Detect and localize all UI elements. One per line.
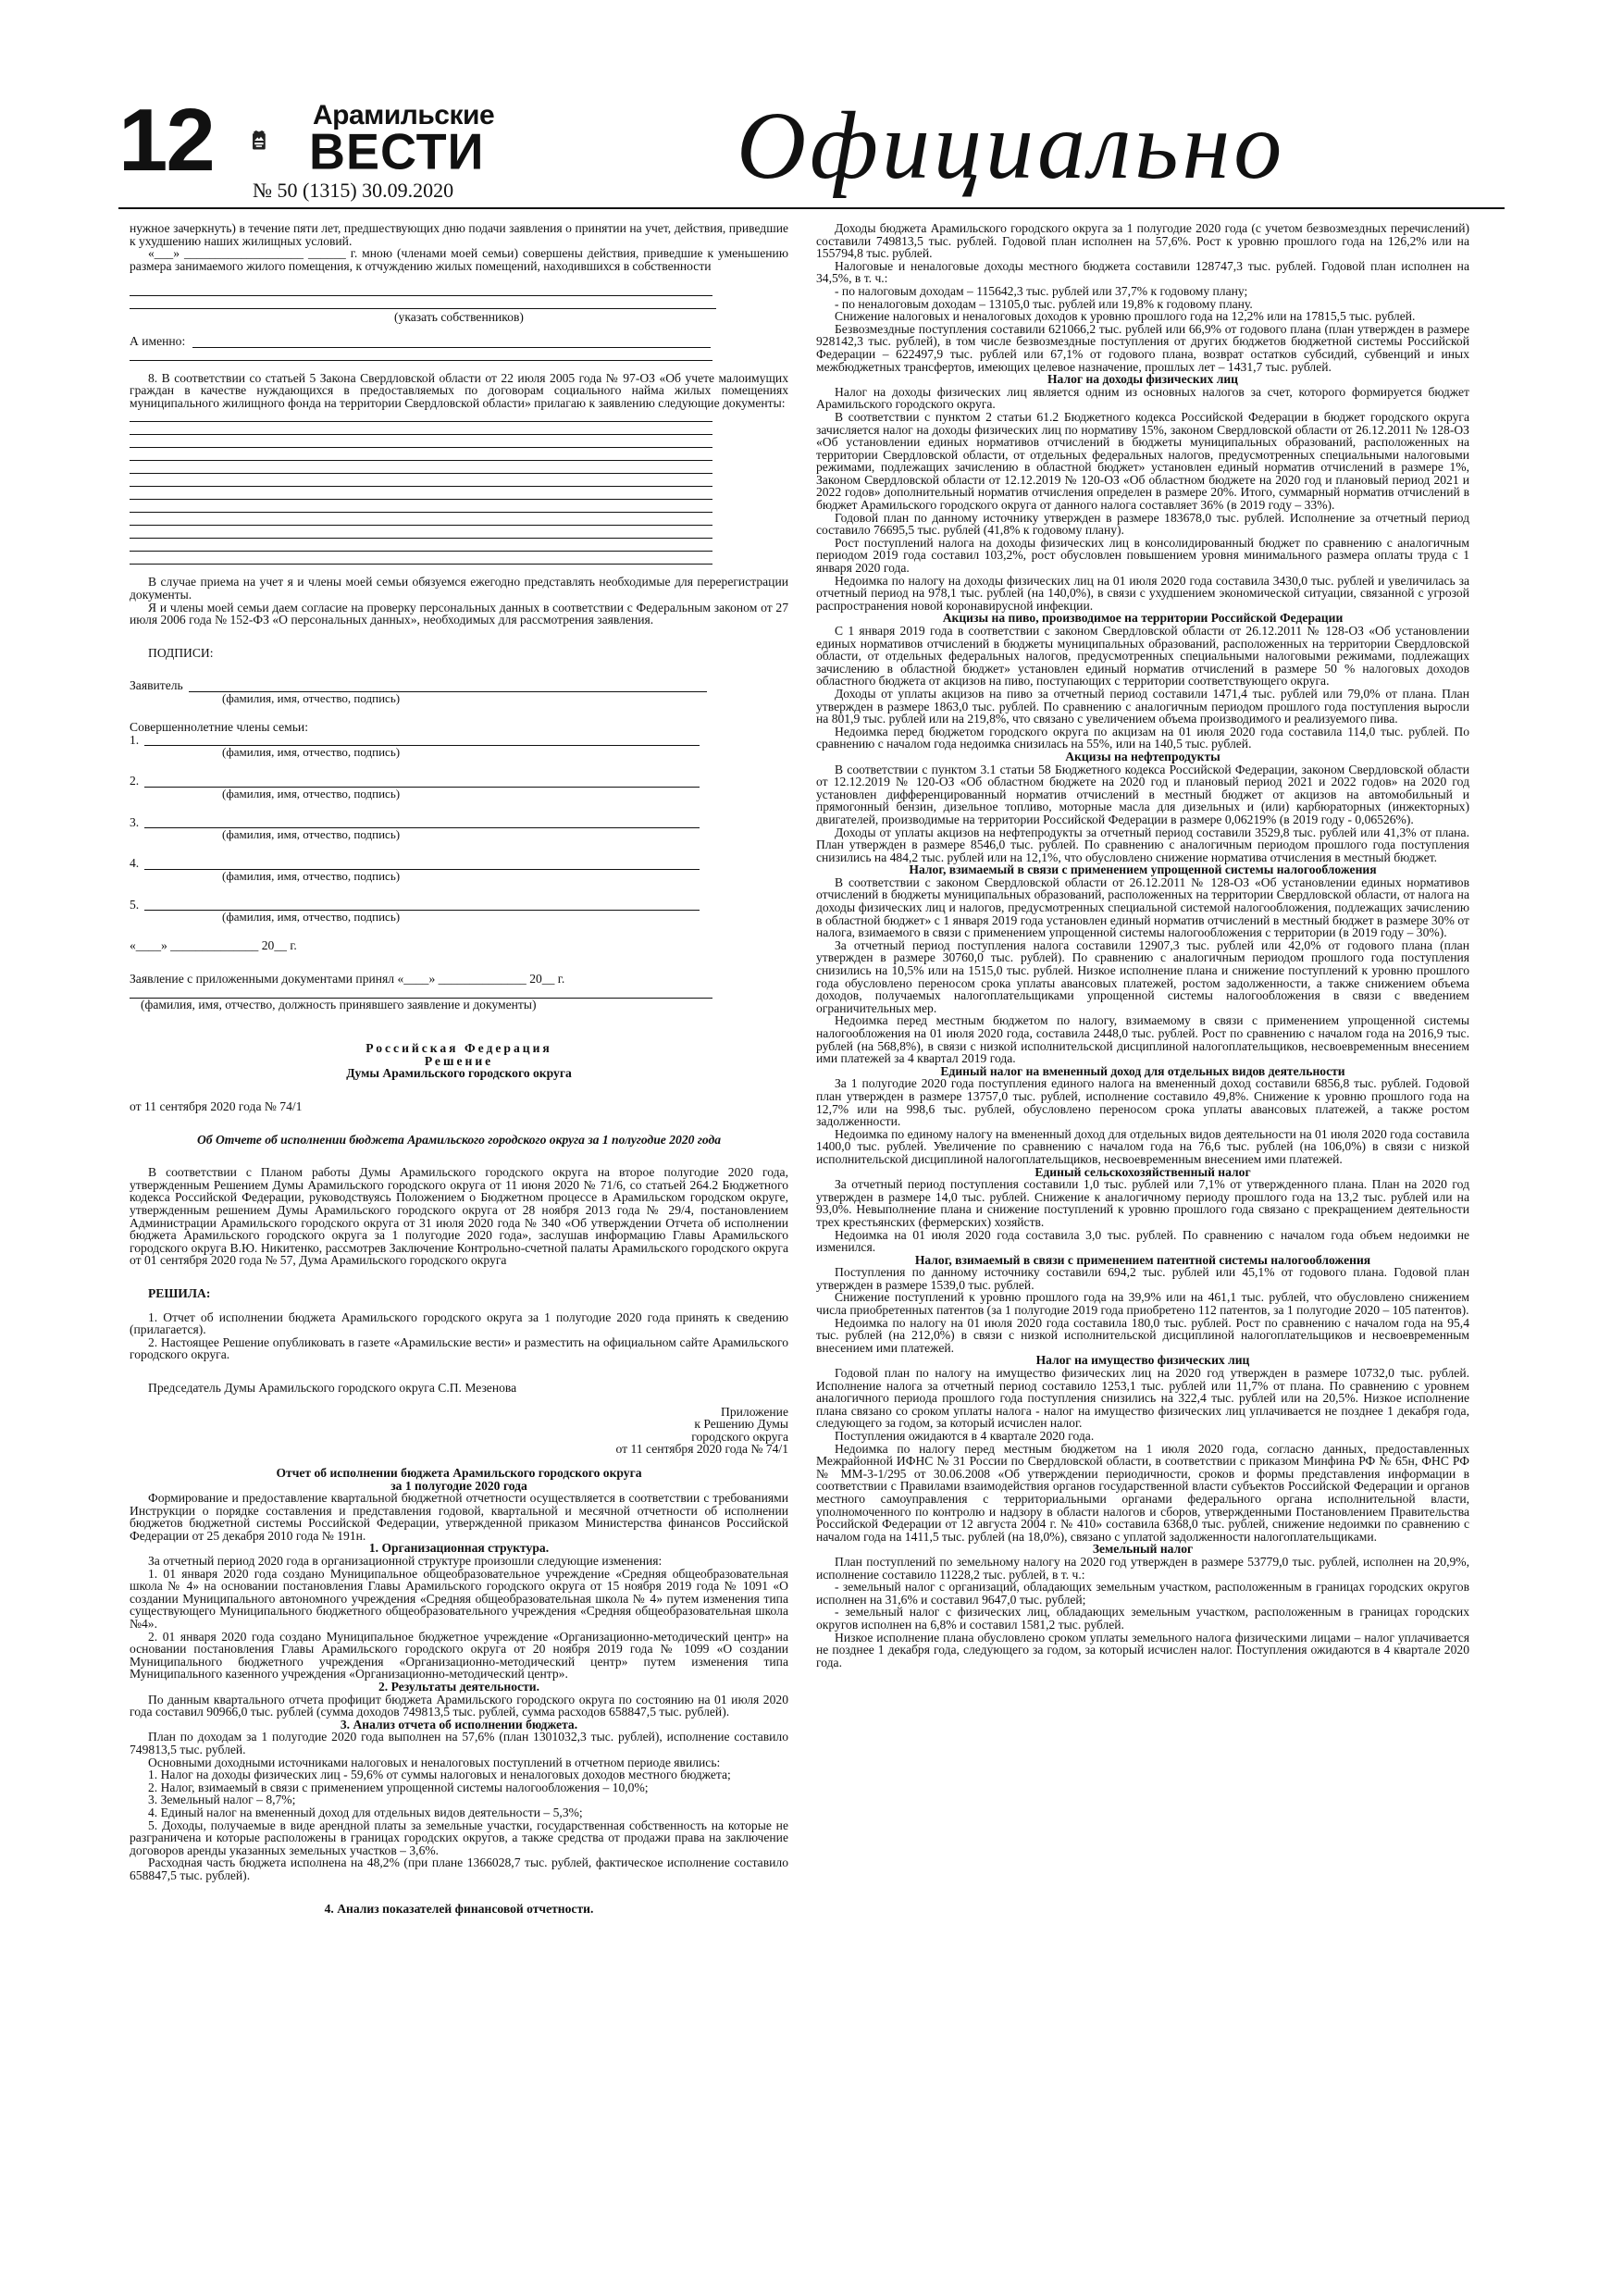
decision-heading: Решение: [424, 1053, 494, 1068]
adults-label: Совершеннолетние члены семьи:: [130, 719, 308, 734]
section-heading: 3. Анализ отчета об исполнении бюджета.: [340, 1717, 578, 1731]
paragraph: 1. 01 января 2020 года создано Муниципальное общеобразовательное учреждение «Средняя общеобразовательная школа № 4» на основании постановления Главы Арамильского городского округа от 15 ноября 2019 года № 1091 «О создании Муниципального автономного учреждения «Средняя общеобразовательная школа № 4» путем изменения типа существующего Муниципального бюджетного общеобразовательного учреждения «Средняя общеобразовательная школа №4».: [130, 1566, 788, 1632]
paragraph: Недоимка по налогу перед местным бюджетом на 1 июля 2020 года, согласно данных, предоставленных Межрайонной ИФНС № 31 России по Свердловской области, в соответствии с приказом Минфина РФ № 65н, ФНС РФ № ММ-3-1/295 от 30.06.2008 «Об утверждении периодичности, сроков и формы представления информации в соответствии с Правилами взаимодействия органов государственной власти субъектов Российской Федерации и органов местного самоуправления с территориальными органами федерального органа исполнительной власти, уполномоченного по контролю и надзору в области налогов и сборов, утвержденными Постановлением Правительства Российской Федерации от 12 августа 2004 г. № 410» составила 6368,0 тыс. рублей, снижение недоимки по сравнению с началом года на 1411,5 тыс. рублей (на 18,0%), связано с уплатой задолженности налогоплательщиками.: [816, 1441, 1469, 1544]
paragraph: Рост поступлений налога на доходы физических лиц в консолидированный бюджет по сравнению с аналогичным периодом 2019 года составил 103,2%, рост обусловлен повышением уровня минимального размера оплаты труда с 1 января 2020 года.: [816, 535, 1469, 576]
section-heading: Налог, взимаемый в связи с применением упрощенной системы налогообложения: [909, 863, 1377, 877]
item-number: 5.: [130, 897, 140, 912]
blank-line: [130, 435, 712, 448]
blank-line: [130, 526, 712, 539]
issue-number: № 50 (1315) 30.09.2020: [253, 179, 454, 202]
paragraph: Доходы от уплаты акцизов на нефтепродукты за отчетный период составили 3529,8 тыс. рублей или 41,3% от плана. План утвержден в размере 8546,0 тыс. рублей. По сравнению с аналогичным периодом прошлого года поступления снизились на 484,2 тыс. рублей или на 12,1%, что обусловлено снижение норматива отчисления в местный бюджет.: [816, 825, 1469, 864]
paragraph: Я и члены моей семьи даем согласие на проверку персональных данных в соответствии с Федеральным законом от 27 июля 2006 года № 152-ФЗ «О персональных данных», необходимых для рассмотрения заявления.: [130, 600, 788, 627]
paragraph: Недоимка на 01 июля 2020 года составила 3,0 тыс. рублей. По сравнению с началом года объем недоимки не изменился.: [816, 1227, 1469, 1255]
blank-line: [130, 487, 712, 500]
chairman-signature: Председатель Думы Арамильского городского округа С.П. Мезенова: [148, 1380, 517, 1395]
fio-caption: (фамилия, имя, отчество, подпись): [222, 786, 401, 800]
blank-line: [130, 539, 712, 552]
blank-line: [130, 461, 712, 474]
paragraph: Налоговые и неналоговые доходы местного бюджета составили 128747,3 тыс. рублей. Годовой план исполнен на 34,5%, в т. ч.:: [816, 258, 1469, 286]
resolved-heading: РЕШИЛА:: [148, 1285, 211, 1300]
paragraph: Годовой план по налогу на имущество физических лиц на 2020 год утвержден в размере 10732,0 тыс. рублей. Исполнение налога за отчетный период составило 1253,1 тыс. рублей или 11,7% от плана. По сравнению с уровнем аналогичного периода прошлого года поступления снизились на 322,4 тыс. рублей или на 20,5%. Низкое исполнение плана связано со сроком уплаты налога - налог на имущество физических лиц уплачивается не позднее 1 декабря года, следующего за годом, за который исчислен налог.: [816, 1366, 1469, 1431]
section-heading: Налог на доходы физических лиц: [1047, 372, 1238, 387]
caption: (указать собственников): [394, 310, 524, 325]
paragraph: Формирование и предоставление квартальной бюджетной отчетности осуществляется в соответствии с требованиями Инструкции о порядке составления и представления годовой, квартальной и месячной отчетности об исполнении бюджетов бюджетной системы Российской Федерации, утвержденной приказом Министерства финансов Российской Федерации от 25 декабря 2010 года № 191н.: [130, 1491, 788, 1543]
blank-line: [130, 500, 712, 513]
paragraph: «___» ___________________ ______ г. мною (членами моей семьи) совершены действия, приведшие к уменьшению размера занимаемого жилого помещения, к отчуждению жилых помещений, находившихся в собственности: [130, 246, 788, 273]
paragraph: Доходы бюджета Арамильского городского округа за 1 полугодие 2020 года (с учетом безвозмездных перечислений) составили 749813,5 тыс. рублей. Годовой план исполнен на 57,6%. Рост к уровню прошлого года на 126,2% или на 155794,8 тыс. рублей.: [816, 221, 1469, 261]
accepted-line: Заявление с приложенными документами принял «____» ______________ 20__ г.: [130, 972, 565, 987]
appendix-line: к Решению Думы: [694, 1417, 788, 1432]
item-number: 4.: [130, 856, 140, 871]
paragraph: 2. 01 января 2020 года создано Муниципальное бюджетное учреждение «Организационно-методический центр» на основании постановления Главы Арамильского городского округа от 20 ноября 2019 года № 1099 «О создании Муниципального бюджетного учреждения «Организационно-методический центр» путем изменения типа Муниципального казенного учреждения «Организационно-методический центр».: [130, 1629, 788, 1682]
paragraph: Безвозмездные поступления составили 621066,2 тыс. рублей или 66,9% от годового плана (план утвержден в размере 928142,3 тыс. рублей), в том числе безвозмездные поступления от других бюджетов бюджетной системы Российской Федерации – 622497,9 тыс. рублей или 67,1% от годового плана, возврат остатков субсидий, субвенций и иных межбюджетных трансфертов, имеющих целевое назначение, прошлых лет – 1431,7 тыс. рублей.: [816, 321, 1469, 374]
paragraph: По данным квартального отчета профицит бюджета Арамильского городского округа по состоянию на 01 июля 2020 года составил 90966,0 тыс. рублей (сумма доходов 749813,5 тыс. рублей, сумма расходов 658847,5 тыс. рублей).: [130, 1692, 788, 1719]
paragraph: 1. Отчет об исполнении бюджета Арамильского городского округа за 1 полугодие 2020 года принять к сведению (прилагается).: [130, 1309, 788, 1337]
paragraph: Расходная часть бюджета исполнена на 48,2% (при плане 1366028,7 тыс. рублей, фактическое исполнение составило 658847,5 тыс. рублей).: [130, 1855, 788, 1882]
paragraph: 5. Доходы, получаемые в виде арендной платы за земельные участки, государственная собственность на которые не разграничена и которые расположены в границах городских округов, а также средства от продажи права на заключение договоров аренды указанных земельных участков – 3,6%.: [130, 1818, 788, 1857]
right-column: [816, 222, 1469, 1669]
report-title: Отчет об исполнении бюджета Арамильского городского округа: [276, 1465, 642, 1480]
header-rule: [118, 207, 1505, 209]
blank-line: [130, 552, 712, 565]
paragraph: 4. Единый налог на вмененный доход для отдельных видов деятельности – 5,3%;: [148, 1805, 583, 1819]
blank-line: [130, 474, 712, 487]
blank-line: [130, 409, 712, 422]
paragraph: План поступлений по земельному налогу на 2020 год утвержден в размере 53779,0 тыс. рублей, исполнен на 20,9%, исполнение составило 11228,2 тыс. рублей, в т. ч.:: [816, 1554, 1469, 1582]
coat-of-arms-icon: [252, 102, 307, 180]
paragraph: Недоимка перед местным бюджетом по налогу, взимаемому в связи с применением упрощенной системы налогообложения на 01 июля 2020 года, составила 2448,0 тыс. рублей. Рост по сравнению с началом года на 2016,9 тыс. рублей (на 568,8%), в связи с низкой исполнительской дисциплиной налогоплательщиков, несвоевременным внесением ими платежей за 4 квартал 2019 года.: [816, 1013, 1469, 1066]
section-heading: Единый налог на вмененный доход для отдельных видов деятельности: [940, 1063, 1345, 1078]
paragraph: 2. Налог, взимаемый в связи с применением упрощенной системы налогообложения – 10,0%;: [148, 1780, 649, 1794]
section-heading: 1. Организационная структура.: [368, 1541, 550, 1556]
paragraph: - по неналоговым доходам – 13105,0 тыс. рублей или 19,8% к годовому плану.: [835, 296, 1253, 311]
section-heading: Земельный налог: [1092, 1542, 1194, 1557]
fio-caption: (фамилия, имя, отчество, подпись): [222, 868, 401, 883]
paragraph: С 1 января 2019 года в соответствии с законом Свердловской области от 26.12.2011 № 128-ОЗ «Об установлении единых нормативов отчислений в бюджеты муниципальных образований, расположенных на территории Свердловской области, от отдельных федеральных налогов, предусмотренных специальными налоговыми режимами, подлежащих зачислению в областной бюджет» установлен единый норматив отчислений в размере 50 % налоговых доходов областного бюджета от акцизов на пиво, поступающих с территории соответствующего округа.: [816, 624, 1469, 689]
fio-caption: (фамилия, имя, отчество, подпись): [222, 827, 401, 842]
paragraph: За отчетный период поступления налога составили 12907,3 тыс. рублей или 42,0% от годового плана (план утвержден в размере 30760,0 тыс. рублей). По сравнению с аналогичным периодом прошлого года поступления снизились на 10,5% или на 1515,0 тыс. рублей. Низкое исполнение плана и снижение поступлений к уровню прошлого года обусловлено переносом срока уплаты авансовых платежей, ростом задолженности, а также снижением объема доходов, получаемых налогоплательщиками упрощенной системы налогообложения в связи с введением ограничительных мер.: [816, 937, 1469, 1015]
paragraph: Снижение налоговых и неналоговых доходов к уровню прошлого года на 12,2% или на 17815,5 тыс. рублей.: [835, 309, 1416, 324]
blank-line: [130, 513, 712, 526]
blank-line: [130, 296, 716, 309]
paragraph: 1. Налог на доходы физических лиц - 59,6% от суммы налоговых и неналоговых доходов местного бюджета;: [148, 1768, 731, 1782]
blank-line: [130, 422, 712, 435]
paragraph: 2. Настоящее Решение опубликовать в газете «Арамильские вести» и разместить на официальном сайте Арамильского городского округа.: [130, 1334, 788, 1362]
appendix-line: от 11 сентября 2020 года № 74/1: [615, 1442, 788, 1457]
section-title: Официально: [737, 93, 1286, 199]
page-number: 12: [118, 91, 214, 190]
left-column: [130, 222, 788, 1915]
paragraph: За отчетный период поступления составили 1,0 тыс. рублей или 7,1% от утвержденного плана. План на 2020 год утвержден в размере 14,0 тыс. рублей. Снижение к аналогичному периоду прошлого года на 13,2 тыс. рублей или на 93,0%. Невыполнение плана и снижение поступлений к уровню прошлого года связано с прекращением деятельности трех крестьянских (фермерских) хозяйств.: [816, 1177, 1469, 1229]
appendix-line: Приложение: [721, 1404, 788, 1419]
appendix-line: городского округа: [691, 1429, 788, 1444]
applicant-label: Заявитель: [130, 678, 183, 693]
report-subtitle: за 1 полугодие 2020 года: [390, 1478, 527, 1493]
section-heading: Налог на имущество физических лиц: [1035, 1353, 1250, 1368]
blank-line: [192, 337, 711, 348]
signatures-heading: ПОДПИСИ:: [148, 645, 214, 660]
section-heading: 2. Результаты деятельности.: [378, 1680, 540, 1694]
paragraph: 8. В соответствии со статьей 5 Закона Свердловской области от 22 июля 2005 года № 97-ОЗ «Об учете малоимущих граждан в качестве нуждающихся в предоставляемых по договорам социального найма жилых помещениях муниципального жилищного фонда на территории Свердловской области» прилагаю к заявлению следующие документы:: [130, 370, 788, 410]
paragraph: За 1 полугодие 2020 года поступления единого налога на вмененный доход составили 6856,8 тыс. рублей. Годовой план утвержден в размере 13757,0 тыс. рублей, исполнение составило 49,8%. Снижение к уровню прошлого года на 12,7% или на 998,6 тыс. рублей, обусловлено переносом срока уплаты авансовых платежей, а также ростом задолженности.: [816, 1076, 1469, 1129]
paragraph: За отчетный период 2020 года в организационной структуре произошли следующие изменения:: [148, 1554, 663, 1569]
paragraph: В соответствии с Планом работы Думы Арамильского городского округа на второе полугодие 2020 года, утвержденным Решением Думы Арамильского городского округа от 11 июня 2020 № 71/6, со статьей 264.2 Бюджетного кодекса Российской Федерации, руководствуясь Положением о Бюджетном процессе в Арамильском городском округе, утвержденным решением Думы Арамильского городского округа от 28 ноября 2013 года № 29/4, постановлением Администрации Арамильского городского округа от 31 июля 2020 года № 340 «Об утверждении Отчета об исполнении бюджета Арамильского городского округа за 1 полугодие 2020 года», заслушав информацию Главы Арамильского городского округа В.Ю. Никитенко, рассмотрев Заключение Контрольно-счетной палаты Арамильского городского округа от 01 сентября 2020 года № 57, Дума Арамильского городского округа: [130, 1165, 788, 1268]
paragraph: В соответствии с законом Свердловской области от 26.12.2011 № 128-ОЗ «Об установлении единых нормативов отчислений в бюджеты муниципальных образований, расположенных на территории Свердловской области, от налога на доходы физических лиц и налогов, предусмотренных специальной системой налогообложения, подлежащих зачислению в областной бюджет» с 1 января 2019 года установлен единый норматив отчислений в местный бюджет в размере 30% от налога, взимаемого в связи с применением упрощенной системы налогообложения с территории (в 2019 году – 30%).: [816, 875, 1469, 940]
brand-small: Арамильские: [313, 100, 495, 130]
section-heading: Акцизы на нефтепродукты: [1065, 749, 1220, 763]
accepted-caption: (фамилия, имя, отчество, должность принявшего заявление и документы): [141, 997, 537, 1011]
paragraph: Основными доходными источниками налоговых и неналоговых поступлений в отчетном периоде явились:: [148, 1755, 721, 1769]
blank-line: [130, 348, 712, 361]
date-line: «____» ______________ 20__ г.: [130, 938, 297, 953]
paragraph: В случае приема на учет я и члены моей семьи обязуемся ежегодно представлять необходимые для перерегистрации документы.: [130, 575, 788, 602]
paragraph: Доходы от уплаты акцизов на пиво за отчетный период составили 1471,4 тыс. рублей или 79,0% от плана. План утвержден в размере 1863,0 тыс. рублей. По сравнению с аналогичным периодом прошлого года поступления выросли на 801,9 тыс. рублей или на 219,8%, что связано с увеличением объема производимого и реализуемого пива.: [816, 686, 1469, 726]
section-heading: Единый сельскохозяйственный налог: [1035, 1164, 1251, 1179]
paragraph: Поступления по данному источнику составили 694,2 тыс. рублей или 45,1% от годового плана. Годовой план утвержден в размере 1539,0 тыс. рублей.: [816, 1265, 1469, 1292]
section-heading: Налог, взимаемый в связи с применением патентной системы налогообложения: [914, 1252, 1371, 1267]
paragraph: нужное зачеркнуть) в течение пяти лет, предшествующих дню подачи заявления о принятии на учет, действия, приведшие к ухудшению наших жилищных условий.: [130, 221, 788, 248]
paragraph: 3. Земельный налог – 8,7%;: [148, 1793, 296, 1807]
rf-heading: Российская Федерация: [365, 1041, 552, 1056]
paragraph: В соответствии с пунктом 2 статьи 61.2 Бюджетного кодекса Российской Федерации в бюджет городского округа зачисляется налог на доходы физических лиц по нормативу 15%, законом Свердловской области от 26.12.2011 № 128-ОЗ «Об установлении единых нормативов отчислений в бюджеты муниципальных образований, расположенных на территории Свердловской области, от отдельных федеральных налогов, предусмотренных специальными налоговыми режимами, подлежащих зачислению в областной бюджет» установлен единый норматив отчислений в размере 1%, Законом Свердловской области от 12.12.2019 № 120-ОЗ «Об областном бюджете на 2020 год и плановый период 2021 и 2022 годов» дополнительный норматив отчисления определен в размере 20%. Итого, суммарный норматив отчислений в бюджет Арамильского городского округа от данного налога составляет 36% (в 2019 году – 33%).: [816, 409, 1469, 513]
paragraph: Недоимка по единому налогу на вмененный доход для отдельных видов деятельности на 01 июля 2020 года составила 1400,0 тыс. рублей. Увеличение по сравнению с началом года на 76,6 тыс. рублей (на 106,0%) в связи с низкой исполнительской дисциплиной налогоплательщиков, несвоевременным внесением ими платежей.: [816, 1126, 1469, 1166]
paragraph: Недоимка по налогу на 01 июля 2020 года составила 180,0 тыс. рублей. Рост по сравнению с началом года на 95,4 тыс. рублей (на 212,0%) в связи с низкой исполнительской дисциплиной налогоплательщиков и несвоевременным внесением ими платежей.: [816, 1315, 1469, 1355]
paragraph: Снижение поступлений к уровню прошлого года на 39,9% или на 461,1 тыс. рублей, что обусловлено снижением числа приобретенных патентов (за 1 полугодие 2019 года приобретено 112 патентов, за 1 полугодие 2020 – 105 патентов).: [816, 1290, 1469, 1318]
decision-date: от 11 сентября 2020 года № 74/1: [130, 1099, 303, 1114]
section-heading: 4. Анализ показателей финансовой отчетности.: [324, 1901, 594, 1916]
fio-caption: (фамилия, имя, отчество, подпись): [222, 745, 401, 760]
paragraph: Годовой план по данному источнику утвержден в размере 183678,0 тыс. рублей. Исполнение за отчетный период составило 76695,5 тыс. рублей (41,8% к годовому плану).: [816, 510, 1469, 538]
blank-line: [130, 283, 712, 296]
item-number: 2.: [130, 774, 140, 788]
blank-line: [130, 448, 712, 461]
paragraph: Поступления ожидаются в 4 квартале 2020 года.: [835, 1429, 1095, 1443]
paragraph: - земельный налог с организаций, обладающих земельным участком, расположенным в границах городских округов исполнен на 31,6% и составил 9647,0 тыс. рублей;: [816, 1580, 1469, 1607]
decision-title: Об Отчете об исполнении бюджета Арамильского городского округа за 1 полугодие 2020 года: [196, 1132, 721, 1147]
brand-name: ВЕСТИ: [309, 123, 485, 180]
blank-line: [130, 986, 712, 999]
fio-caption: (фамилия, имя, отчество, подпись): [222, 690, 401, 705]
paragraph: В соответствии с пунктом 3.1 статьи 58 Бюджетного кодекса Российской Федерации, законом Свердловской области от 12.12.2019 № 120-ОЗ «Об областном бюджете на 2020 год и плановый период 2021 и 2022 годов» на 2020 год установлен дифференцированный норматив отчислений в местный бюджет от акцизов на автомобильный и прямогонный бензин, дизельное топливо, моторные масла для дизельных и (или) карбюраторных (инжекторных) двигателей, производимые на территории Российской Федерации в размере 0,06219% (в 2019 году - 0,06526%).: [816, 762, 1469, 826]
blank-line: [144, 776, 700, 788]
item-number: 1.: [130, 732, 140, 747]
label-namely: А именно:: [130, 333, 186, 348]
duma-heading: Думы Арамильского городского округа: [346, 1066, 572, 1081]
paragraph: Недоимка перед бюджетом городского округа по акцизам на 01 июля 2020 года составила 114,0 тыс. рублей. По сравнению с началом года недоимка снизилась на 55%, или на 140,5 тыс. рублей.: [816, 724, 1469, 751]
paragraph: - земельный налог с физических лиц, обладающих земельным участком, расположенным в границах городских округов исполнен на 6,8% и составил 1581,2 тыс. рублей.: [816, 1605, 1469, 1632]
paragraph: Налог на доходы физических лиц является одним из основных налогов за счет, которого формируется бюджет Арамильского городского округа.: [816, 384, 1469, 412]
item-number: 3.: [130, 814, 140, 829]
fio-caption: (фамилия, имя, отчество, подпись): [222, 910, 401, 925]
paragraph: План по доходам за 1 полугодие 2020 года выполнен на 57,6% (план 1301032,3 тыс. рублей), исполнение составило 749813,5 тыс. рублей.: [130, 1730, 788, 1756]
paragraph: Недоимка по налогу на доходы физических лиц на 01 июля 2020 года составила 3430,0 тыс. рублей и увеличилась за отчетный период на 978,1 тыс. рублей (на 140,0%), в связи с ухудшением экономической ситуации, связанной с угрозой распространения новой коронавирусной инфекции.: [816, 573, 1469, 613]
paragraph: - по налоговым доходам – 115642,3 тыс. рублей или 37,7% к годовому плану;: [835, 283, 1248, 298]
section-heading: Акцизы на пиво, производимое на территории Российской Федерации: [942, 611, 1344, 626]
paragraph: Низкое исполнение плана обусловлено сроком уплаты земельного налога физическими лицами – налог уплачивается не позднее 1 декабря года, следующего за годом, за который исчислен налог. Поступления ожидаются в 4 квартале 2020 года.: [816, 1630, 1469, 1669]
